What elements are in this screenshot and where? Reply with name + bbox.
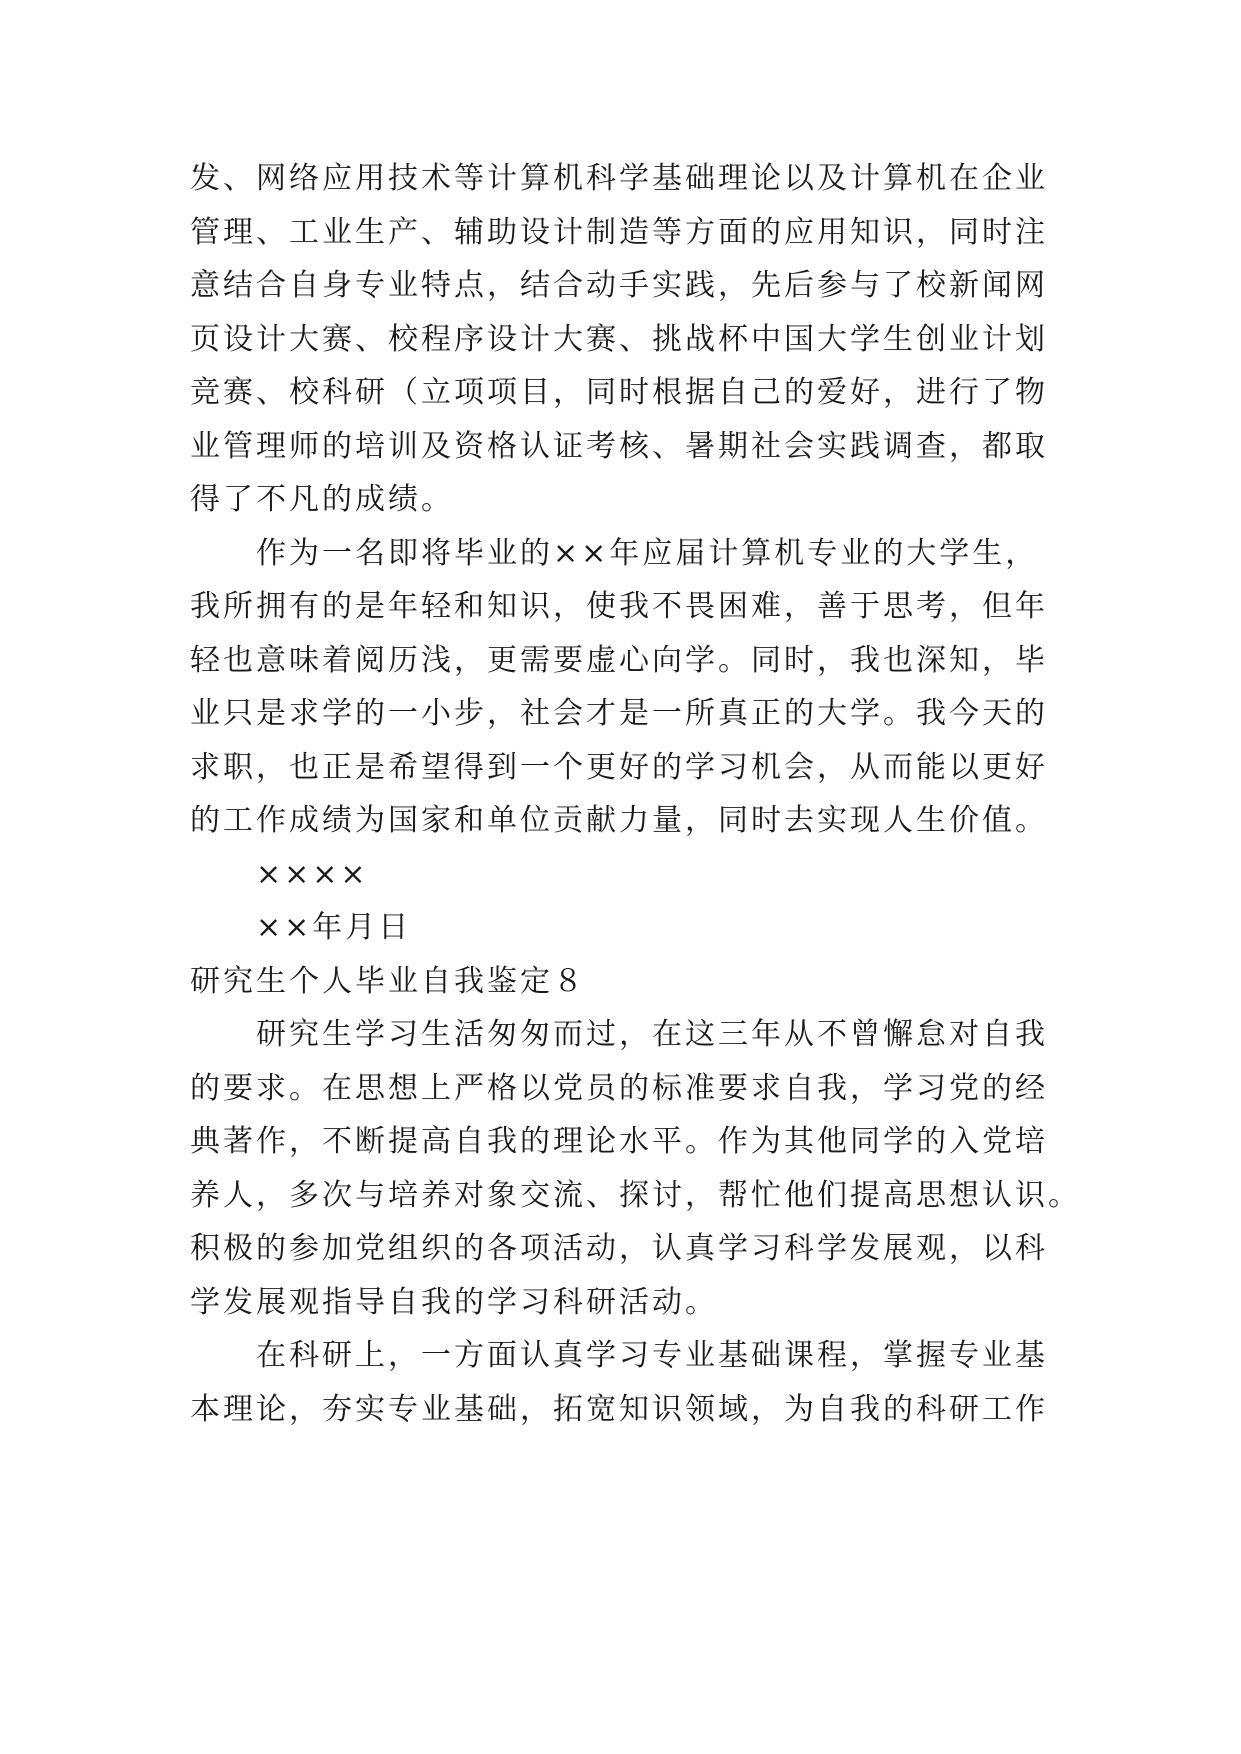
paragraph-study-life <box>190 1008 1081 1329</box>
document-page <box>190 152 1081 1436</box>
text-line: 发、网络应用技术等计算机科学基础理论以及计算机在企业 <box>190 161 1048 196</box>
paragraph-job-seeking <box>190 527 1056 848</box>
date-line: ××年月日 <box>256 910 412 945</box>
section-heading: 研究生个人毕业自我鉴定８ <box>190 963 586 999</box>
text-line: 意结合自身专业特点，结合动手实践，先后参与了校新闻网 <box>190 268 1048 303</box>
text-line: 作为一名即将毕业的××年应届计算机专业的大学生， <box>256 535 1039 571</box>
text-line: 积极的参加党组织的各项活动，认真学习科学发展观，以科 <box>190 1231 1048 1266</box>
text-line: 研究生学习生活匆匆而过，在这三年从不曾懈怠对自我 <box>256 1017 1048 1052</box>
text-line: 轻也意味着阅历浅，更需要虚心向学。同时，我也深知，毕 <box>190 642 1048 678</box>
text-line: 得了不凡的成绩。 <box>190 482 454 517</box>
text-line: 养人，多次与培养对象交流、探讨，帮忙他们提高思想认识。 <box>190 1177 1081 1213</box>
text-line: 典著作，不断提高自我的理论水平。作为其他同学的入党培 <box>190 1124 1048 1159</box>
text-line: 的工作成绩为国家和单位贡献力量，同时去实现人生价值。 <box>190 803 1048 838</box>
text-line: 业只是求学的一小步，社会才是一所真正的大学。我今天的 <box>190 696 1048 731</box>
text-line: 竞赛、校科研（立项项目，同时根据自己的爱好，进行了物 <box>190 375 1048 410</box>
text-line: 的要求。在思想上严格以党员的标准要求自我，学习党的经 <box>190 1070 1048 1106</box>
text-line: 学发展观指导自我的学习科研活动。 <box>190 1284 718 1320</box>
text-line: 管理、工业生产、辅助设计制造等方面的应用知识，同时注 <box>190 214 1048 250</box>
text-line: 在科研上，一方面认真学习专业基础课程，掌握专业基 <box>256 1338 1048 1373</box>
text-line: 我所拥有的是年轻和知识，使我不畏困难，善于思考，但年 <box>190 589 1048 624</box>
text-line: 页设计大赛、校程序设计大赛、挑战杯中国大学生创业计划 <box>190 321 1048 357</box>
paragraph-research <box>190 1329 1056 1436</box>
text-line: 业管理师的培训及资格认证考核、暑期社会实践调查，都取 <box>190 428 1048 464</box>
text-line: 本理论，夯实专业基础，拓宽知识领域，为自我的科研工作 <box>190 1391 1048 1427</box>
paragraph-continued <box>190 152 1056 527</box>
signature: ×××× <box>256 856 369 892</box>
text-line: 求职，也正是希望得到一个更好的学习机会，从而能以更好 <box>190 749 1048 785</box>
